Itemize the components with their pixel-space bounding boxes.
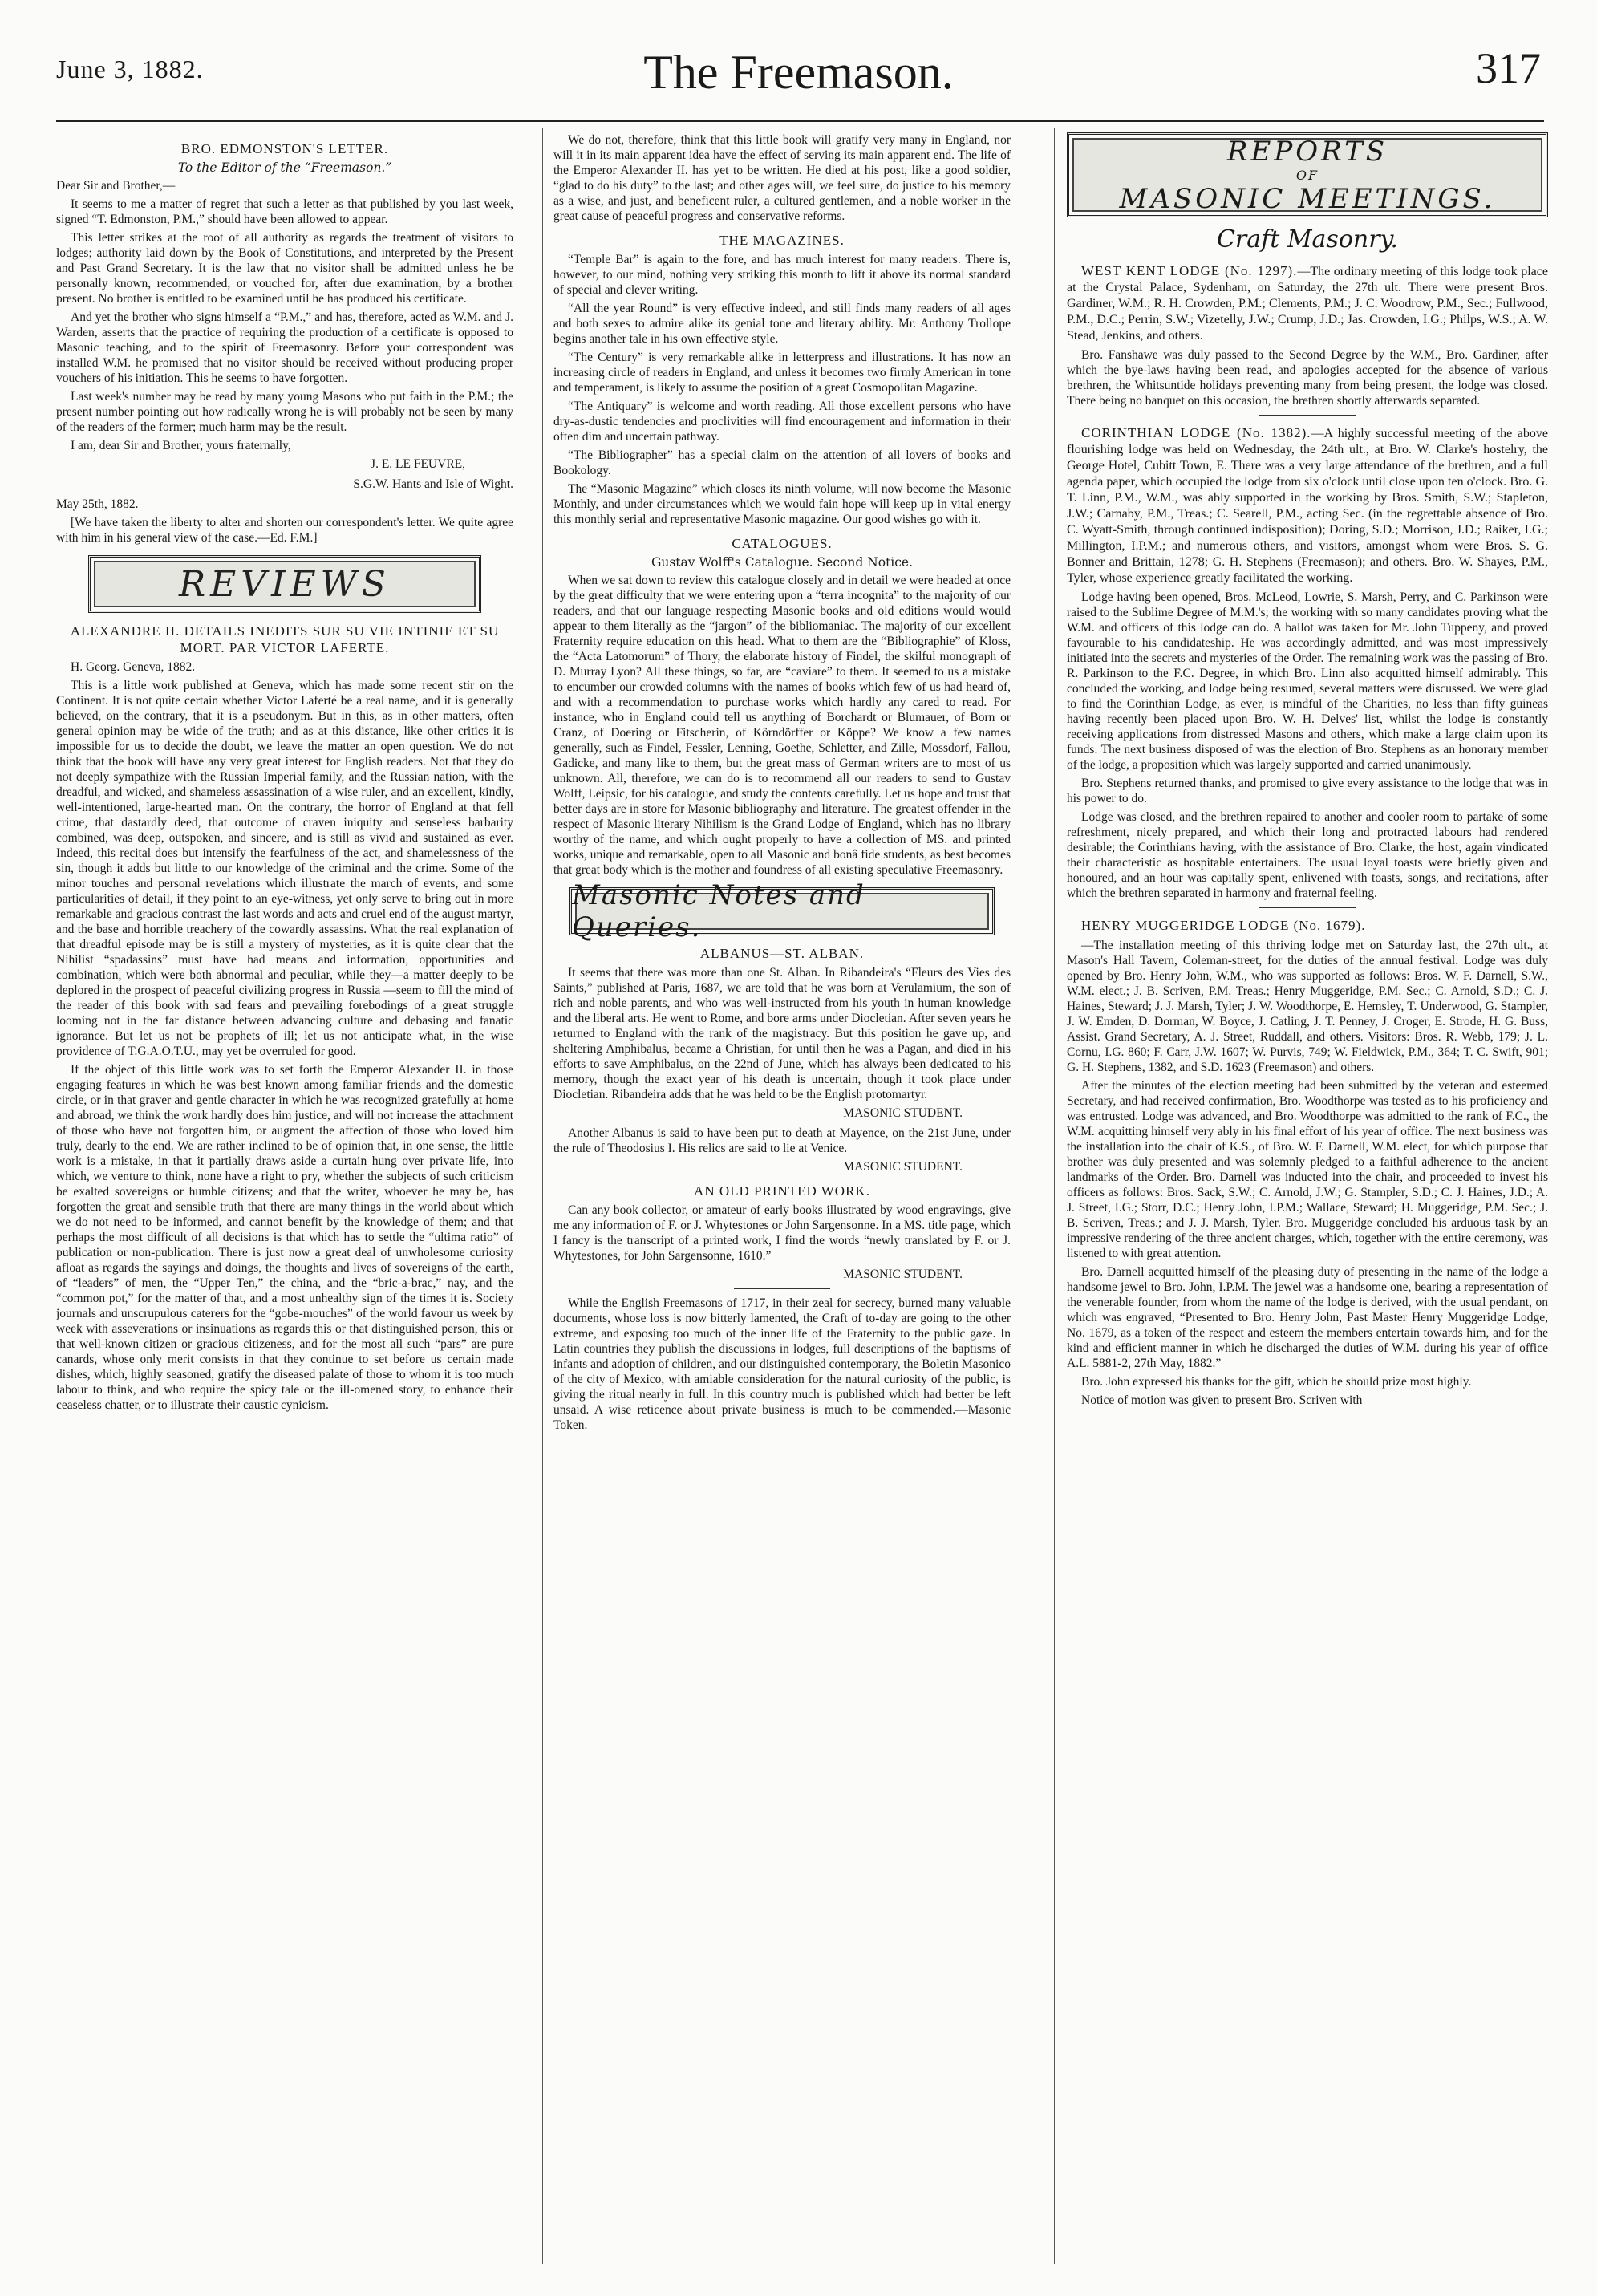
letter-title: BRO. EDMONSTON'S LETTER. [180, 141, 389, 156]
lodge-heading: HENRY MUGGERIDGE LODGE (No. 1679). [1081, 918, 1366, 933]
lodge-heading: CORINTHIAN LODGE (No. 1382). [1081, 425, 1311, 440]
letter-signature-title: S.G.W. Hants and Isle of Wight. [353, 477, 513, 491]
reports-banner-bottom: MASONIC MEETINGS. [1119, 182, 1496, 215]
page-header [0, 44, 1597, 117]
lodge-report [1067, 425, 1548, 586]
lodge-report-text: —The ordinary meeting of this lodge took place at the Crystal Palace, Sydenham, on Saturday, the 27th ult. There were present Bros. Gardiner, W.M.; R. H. Crowden, P.M.; Clements, P.M.; J. C. Woodrow, P.M., Sec.; Fullwood, P.M., D.C.; Perrin, S.W.; Vizetelly, J.W.; Crump, J.D.; Jas. Crowden, I.G.; Philps, W.S.; A. W. Stead, Jenkins, and others. [1067, 265, 1548, 343]
reports-banner [1067, 132, 1548, 217]
token-paragraph: While the English Freemasons of 1717, in their zeal for secrecy, burned many valuable documents, whose loss is now bitterly lamented, the Craft of to-day are going to the other extreme, and exposing too much of the inner life of the Fraternity to the public gaze. In Latin countries they publish the discussions in lodges, full descriptions of the baptisms of infants and adoption of children, and our distinguished contemporary, the Boletin Masonico of the city of Mexico, with amiable consideration for the natural curiosity of the public, is giving the ritual nearly in full. In this country much is published which had better be left unsaid. A wise reticence about private business is much to be commended.—Masonic Token. [553, 1296, 1011, 1432]
column-3 [1067, 132, 1548, 2264]
albanus-paragraph: It seems that there was more than one St. Alban. In Ribandeira's “Fleurs des Vies des Saints,” published at Paris, 1687, we are told that he was born at Verulamium, the son of rich and noble parents, and who was well-instructed from his youth in human knowledge and the liberal arts. He went to Rome, and bore arms under Diocletian. After seven years he returned to England with the rank of the magistracy. But this position he gave up, and sheltering Amphibalus, became a Christian, for until then he was a Pagan, and died in his efforts to save Amphibalus, on the 22nd of June, which has always been dedicated to his memory, though the exact year of his death is uncertain, though it took place under Diocletian. Ribandeira adds that he was held to be the English protomartyr. [553, 966, 1011, 1101]
column-2 [553, 132, 1011, 2264]
magazines-paragraph: “The Century” is very remarkable alike in letterpress and illustrations. It has now an increasing circle of readers in England, and unless it becomes two firmly American in tone and temperament, is likely to assume the position of a great Cosmopolitan Magazine. [553, 351, 1011, 395]
magazines-paragraph: “The Bibliographer” has a special claim on the attention of all lovers of books and Bookology. [553, 448, 1011, 477]
craft-masonry-heading: Craft Masonry. [1216, 225, 1399, 254]
lodge-report-paragraph: Bro. Stephens returned thanks, and promised to give every assistance to the lodge that was in his power to do. [1067, 777, 1548, 805]
reviews-banner: REVIEWS [88, 555, 481, 613]
letter-signature: J. E. LE FEUVRE, [371, 457, 465, 471]
column-divider [542, 128, 543, 2264]
section-separator [734, 1288, 830, 1289]
section-separator [1259, 907, 1356, 908]
letter-date: May 25th, 1882. [56, 497, 139, 511]
albanus-signature: MASONIC STUDENT. [843, 1160, 963, 1174]
lodge-report-paragraph: Lodge was closed, and the brethren repaired to another and cooler room to partake of some refreshment, nicely prepared, and which their long and protracted labours had rendered desirable; the Corinthians having, with the assistance of Bro. Clarke, the host, again vindicated their characteristic as hospitable entertainers. The usual loyal toasts were briefly given and honoured, and an hour was capitally spent, enlivened with toasts, songs, and recitations, after which the brethren separated in harmony and fraternal feeling. [1067, 810, 1548, 900]
catalogues-title: CATALOGUES. [732, 536, 833, 551]
review-paragraph: We do not, therefore, think that this little book will gratify very many in England, nor will it in its main apparent idea have the effect of serving its main apparent end. The life of the Emperor Alexander II. has yet to be written. He died at his post, like a good soldier, “glad to do his duty” to the last; and other ages will, we feel sure, do justice to his memory as a wise, and just, and beneficent ruler, a cultured gentlemen, and a noble worker in the great cause of peaceful progress and conservative reforms. [553, 133, 1011, 223]
lodge-report [1067, 263, 1548, 344]
old-work-title: AN OLD PRINTED WORK. [694, 1183, 870, 1199]
letter-paragraph: And yet the brother who signs himself a “P.M.,” and has, therefore, acted as W.M. and J. Warden, asserts that the practice of requiring the production of a certificate is opposed to Masonic teaching, and to the spirit of Freemasonry. Before your correspondent was installed W.M. he promised that no visitor should be received without producing proper vouchers of his initiation. This he seems to have forgotten. [56, 310, 513, 385]
reports-banner-top: REPORTS [1226, 135, 1388, 168]
letter-paragraph: It seems to me a matter of regret that such a letter as that published by you last week, signed “T. Edmonston, P.M.,” should have been allowed to appear. [56, 197, 513, 226]
reports-banner-of: OF [1295, 167, 1319, 183]
old-work-signature: MASONIC STUDENT. [843, 1268, 963, 1281]
lodge-report-paragraph: Bro. Fanshawe was duly passed to the Second Degree by the W.M., Bro. Gardiner, after which the bye-laws having been read, and apologies accepted for the absence of various brethren, the Whitsuntide holidays preventing many from being present, the lodge was closed. There being no banquet on this occasion, the brethren shortly afterwards separated. [1067, 348, 1548, 408]
lodge-report [1067, 918, 1548, 935]
editor-note: [We have taken the liberty to alter and shorten our correspondent's letter. We quite agree with him in his general view of the case.—Ed. F.M.] [56, 516, 513, 545]
section-separator [1259, 415, 1356, 416]
letter-paragraph: This letter strikes at the root of all authority as regards the treatment of visitors to lodges; authority laid down by the Book of Constitutions, and interpreted by the Present and Past Grand Secretary. It is the law that no visitor shall be admitted unless he be personally known, recommended, or vouched for, after due examination, by a brother present. No brother is entitled to be examined until he has produced his certificate. [56, 231, 513, 306]
review-paragraph: If the object of this little work was to set forth the Emperor Alexander II. in those engaging features in which he was best known among familiar friends and the domestic circle, or in that graver and gentle character in which he was recognized gratefully at home and abroad, we think the work hardly does him justice, and will not increase the attachment of those who have not forgotten him, or augment the affection of those who loved him truly, dearly to the end. We are rather inclined to be of opinion that, in one sense, the little work is a mistake, in that it partially draws aside a curtain hung over private life, into which, we venture to think, none have a right to pry, whether the subjects of such criticism be exalted sovereigns or humble citizens; and that the writer, whoever he may be, has forgotten the great and sensible truth that there are many things in the world about which we do not need to be informed, and cannot benefit by the knowledge of them; and that perhaps the most difficult of all decisions is that which has to settle the “ultima ratio” of publication or non-publication. There is just now a great deal of unwholesome curiosity afloat as regards the sayings and doings, the thoughts and lives of sovereigns of the earth, of “leaders” of men, the “Upper Ten,” the china, and the “bric-a-brac,” nay, and the “common pot,” for the matter of that, and a most unhealthy sign of the times it is. Society journals and unscrupulous caterers for the “gobe-mouches” of the world favour us week by week with asseverations or insinuations as regards this or that distinguished person, this or that well-known citizen or gracious citizeness, and for the most all such “pars” are pure canards, whose only merit consists in that they continue to set before us certain made dishes, which, highly seasoned, gratify the diseased palate of those to whom it is too much labour to think, and who require the spicy tale or the ill-omened story, to enhance their ceaseless chatter, or to illustrate their caustic cynicism. [56, 1063, 513, 1412]
albanus-paragraph: Another Albanus is said to have been put to death at Mayence, on the 21st June, under the rule of Theodosius I. His relics are said to lie at Venice. [553, 1126, 1011, 1155]
letter-addressee: To the Editor of the “Freemason.” [177, 160, 392, 175]
letter-salutation: Dear Sir and Brother,— [56, 179, 176, 193]
catalogues-subtitle: Gustav Wolff's Catalogue. Second Notice. [651, 555, 914, 570]
magazines-paragraph: “Temple Bar” is again to the fore, and has much interest for many readers. There is, however, to our mind, nothing very striking this month to lift it above its normal standard of special and clever writing. [553, 253, 1011, 297]
magazines-paragraph: “All the year Round” is very effective indeed, and still finds many readers of all ages and both sexes to admire alike its genial tone and literary ability. Mr. Anthony Trollope begins another tale in his own effective style. [553, 302, 1011, 346]
lodge-report-text: —A highly successful meeting of the above flourishing lodge was held on Wednesday, the 24th ult., at Bro. W. Clarke's hostelry, the George Hotel, Cubitt Town, E. There was a very large attendance of the brethren, and a full agenda paper, which occupied the lodge from six o'clock until close upon ten o'clock. Bro. G. T. Linn, P.M., W.M., was ably supported in the working by Bros. Smith, S.W.; Stapleton, J.W.; Carnaby, P.M., Treas.; C. Searell, P.M., acting Sec. (in the regrettable absence of Bro. C. Wyatt-Smith, through continued indisposition); Doring, S.D.; Morrison, J.D.; Raiker, I.G.; Millington, I.P.M.; and numerous others, and visitors, amongst whom were Bros. S. G. Bonner and Brittain, 1278; G. H. Stephens (Freemason); and others. Bro. W. Shayes, P.M., Tyler, whose experience greatly facilitated the working. [1067, 427, 1548, 585]
review-paragraph: This is a little work published at Geneva, which has made some recent stir on the Continent. It is not quite certain whether Victor Laferté be a real name, and it is generally believed, on the contrary, that it is a pseudonym. But in this, as in other matters, often general opinion may be wide of the truth; and as at this distance, like other critics it is impossible for us to decide the doubt, we leave the matter an open question. We do not think that the book will have any very great interest for English readers. Not that they do not deeply sympathize with the Russian Imperial family, and the Russian nation, with the dreadful, and wicked, and shameless assassination of a wise ruler, and an excellent, kindly, well-intentioned, large-hearted man. On the contrary, the horror of England at that fell crime, that dastardly deed, that outcome of craven iniquity and senseless barbarity combined, was deep, outspoken, and sincere, and is still as vivid and sustained as ever. Indeed, this recital does but intensify the fearfulness of the act, and shamelessness of the sin, though it adds but little to our knowledge of the criminal and the crime. Some of the minor touches and personal revelations which illustrate the march of events, and some particularities of detail, if they point to an eye-witness, yet only serve to bring out in more remarkable and gracious contrast the last words and acts and cruel end of the august martyr, and the base and horrible treachery of the cowardly assassins. What the real explanation of that dreadful episode may be is still a mystery of mysteries, as it is quite clear that the Nihilist “spadassins” must have had means and information, opportunities and combination, which were both abnormal and peculiar, while they—a matter deeply to be deplored in the prospect of peaceful civilizing progress in Russia —seem to fill the mind of the reader of this book with sad fears and prevailing forebodings of a great struggle looming not in the far distance between advancing culture and debasing and fanatic ignorance. But let us not be prophets of ill; let us not anticipate what, in the wise providence of T.G.A.O.T.U., may yet be overruled for good. [56, 679, 513, 1058]
lodge-report-paragraph: After the minutes of the election meeting had been submitted by the veteran and esteemed Secretary, and had received confirmation, Bro. Woodthorpe was tested as to his proficiency and was entrusted. Lodge was advanced, and Bro. Woodthorpe was admitted to the rank of F.C., the W.M. acquitting himself very ably in his final effort of his year of office. The next business was the installation into the chair of K.S., of Bro. W. F. Darnell, W.M. elect, for which purpose that brother was duly presented and was solemnly pledged to a faithful adherence to the ancient landmarks of the Order. Bro. Darnell was inducted into the chair, and proceeded to invest his officers as follows: Bros. Sack, S.W.; C. Arnold, J.W.; G. Stampler, S.D.; C. J. Haines, J.D.; A. J. Street, I.G.; Storr, D.C.; Henry John, I.P.M.; Wallace, Steward; H. Muggeridge, P.M. Sec.; J. B. Scriven, Treas.; and J. J. Marsh, Tyler. Bro. Muggeridge concluded his arduous task by an impressive rendering of the three ancient charges, which, together with the entire ceremony, was listened to with great attention. [1067, 1079, 1548, 1260]
magazines-paragraph: “The Antiquary” is welcome and worth reading. All those excellent persons who have dry-as-dustic tendencies and proclivities will find encouragement and information in their often dim and uncertain pathway. [553, 400, 1011, 444]
lodge-report-paragraph: Lodge having been opened, Bros. McLeod, Lowrie, S. Marsh, Perry, and C. Parkinson were raised to the Sublime Degree of M.M.'s; the working with so many candidates proving what the W.M. and officers of this lodge can do. A ballot was taken for Mr. John Tuppeny, and proved favourable to his candidateship. He was accordingly admitted, and was most impressively initiated into the secrets and mysteries of the Order. The remaining work was the passing of Bro. R. Parkinson to the F.C. Degree, in which Bro. Linn also acquitted himself admirably. This concluded the working, and lodge being resumed, several matters were discussed. We were glad to find the Corinthian Lodge, as ever, is mindful of the Charities, no less than fifty guineas having recently been placed upon Bro. W. H. Delves' list, whilst the lodge is constantly receiving applications from distressed Masons and others, which make a large claim upon its funds. The next business disposed of was the election of Bro. Stephens as an honorary member of the lodge, a proposition which was largely supported and carried unanimously. [1067, 590, 1548, 772]
catalogues-paragraph: When we sat down to review this catalogue closely and in detail we were headed at once by the great difficulty that we were entering upon a “terra incognita” to the majority of our readers, and that our language respecting Masonic books and old editions would would appear to them literally as the “jargon” of the bibliomaniac. The majority of our excellent Fraternity require education on this head. What to them are the “Bibliographie” of Kloss, the “Acta Latomorum” of Thory, the elaborate history of Findel, the skilful monograph of D. Murray Lyon? All these things, so far, are “caviare” to them. It seemed to us a mistake to encumber our crowded columns with the names of books which few of us had heard of, and with a recommendation to purchase works which hardly any cared to read. For instance, who in England could tell us anything of Borchardt or Blumauer, of Born or Cranz, of Doering or Fitscherin, of Körndörffer or Köppe? We know a few names generally, such as Findel, Fessler, Lenning, Goethe, Schletter, and Zille, Mossdorf, Fallou, Gadicke, and many like to them, but the great mass of German writers are to most of us unknown. All, therefore, we can do is to recommend all our readers to send to Gustav Wolff, Leipsic, for his catalogue, and study the contents carefully. Let us hope and trust that better days are in store for Masonic bibliography and literature. The greatest offender in the respect of Masonic literary Nihilism is the Grand Lodge of England, which has no library worthy of the name, and which ought properly to have a collection of MS. and printed works, unique and remarkable, open to all Masonic and bonâ fide students, as best becomes that great body which is the mother and foundress of all existing speculative Freemasonry. [553, 574, 1011, 877]
review-publisher: H. Georg. Geneva, 1882. [71, 660, 196, 674]
lodge-report-paragraph: —The installation meeting of this thriving lodge met on Saturday last, the 27th ult., at Mason's Hall Tavern, Coleman-street, for the duties of the annual festival. Lodge was duly opened by Bro. Henry John, W.M., who was supported as follows: Bros. W. F. Darnell, S.W., W.M. elect.; J. B. Scriven, P.M. Treas.; Henry Muggeridge, P.M. Sec.; C. Arnold, S.D.; C. J. Haines, Steward; J. J. Marsh, Tyler; J. W. Woodthorpe, E. Hemsley, T. Underwood, G. Stampler, J. W. Emden, D. Dorman, W. Boyce, J. Catling, J. T. Penney, J. Croger, E. Strode, H. G. Buss, Assist. Grand Secretary, A. J. Street, Ruddall, and others. Visitors: Bros. R. Webb, 179; J. L. Cornu, I.G. 860; F. Carr, J.W. 1607; W. Purvis, 749; W. Fieldwick, P.M., 364; T. C. Swift, 901; G. H. Stephens, 1382, and S.D. 1623 (Freemason) and others. [1067, 939, 1548, 1074]
lodge-heading: WEST KENT LODGE (No. 1297). [1081, 263, 1298, 278]
review-title: ALEXANDRE II. DETAILS INEDITS SUR SU VIE INTINIE ET SU MORT. PAR VICTOR LAFERTE. [70, 623, 500, 655]
page-number: 317 [1476, 44, 1541, 92]
magazines-title: THE MAGAZINES. [719, 233, 845, 248]
column-divider [1054, 128, 1055, 2264]
lodge-report-paragraph: Bro. John expressed his thanks for the gift, which he should prize most highly. [1081, 1375, 1472, 1389]
lodge-report-paragraph: Bro. Darnell acquitted himself of the pleasing duty of presenting in the name of the lodge a handsome jewel to Bro. John, I.P.M. The jewel was a handsome one, bearing a representation of the venerable founder, from whom the name of the lodge is derived, with the usual pendant, on which was engraved, “Presented to Bro. Henry John, Past Master Henry Muggeridge Lodge, No. 1679, as a token of the respect and esteem the members entertain towards him, and for the kind and efficient manner in which he discharged the duties of W.M. during his year of office A.L. 5881-2, 27th May, 1882.” [1067, 1265, 1548, 1370]
magazines-paragraph: The “Masonic Magazine” which closes its ninth volume, will now become the Masonic Monthly, and under circumstances which we would fain hope will keep up in vital energy this monthly serial and representative Masonic magazine. Our good wishes go with it. [553, 482, 1011, 526]
letter-closing: I am, dear Sir and Brother, yours fraternally, [71, 439, 291, 452]
issue-date: June 3, 1882. [56, 55, 204, 83]
old-work-paragraph: Can any book collector, or amateur of early books illustrated by wood engravings, give me any information of F. or J. Whytestones or John Sargensonne. In a MS. title page, which I fancy is the transcript of a printed work, I find the words “newly translated by F. or J. Whytestones, for John Sargensonne, 1610.” [553, 1203, 1011, 1263]
column-1 [56, 132, 513, 2264]
letter-paragraph: Last week's number may be read by many young Masons who put faith in the P.M.; the present number pointing out how radically wrong he is will probably not be seen by many of the readers of the former; much harm may be the result. [56, 390, 513, 434]
albanus-signature: MASONIC STUDENT. [843, 1106, 963, 1120]
albanus-title: ALBANUS—ST. ALBAN. [699, 946, 865, 961]
masthead-title: The Freemason. [643, 46, 954, 99]
notes-queries-banner: Masonic Notes and Queries. [569, 887, 995, 935]
header-rule [56, 120, 1544, 122]
lodge-report-paragraph: Notice of motion was given to present Bro. Scriven with [1081, 1393, 1363, 1407]
